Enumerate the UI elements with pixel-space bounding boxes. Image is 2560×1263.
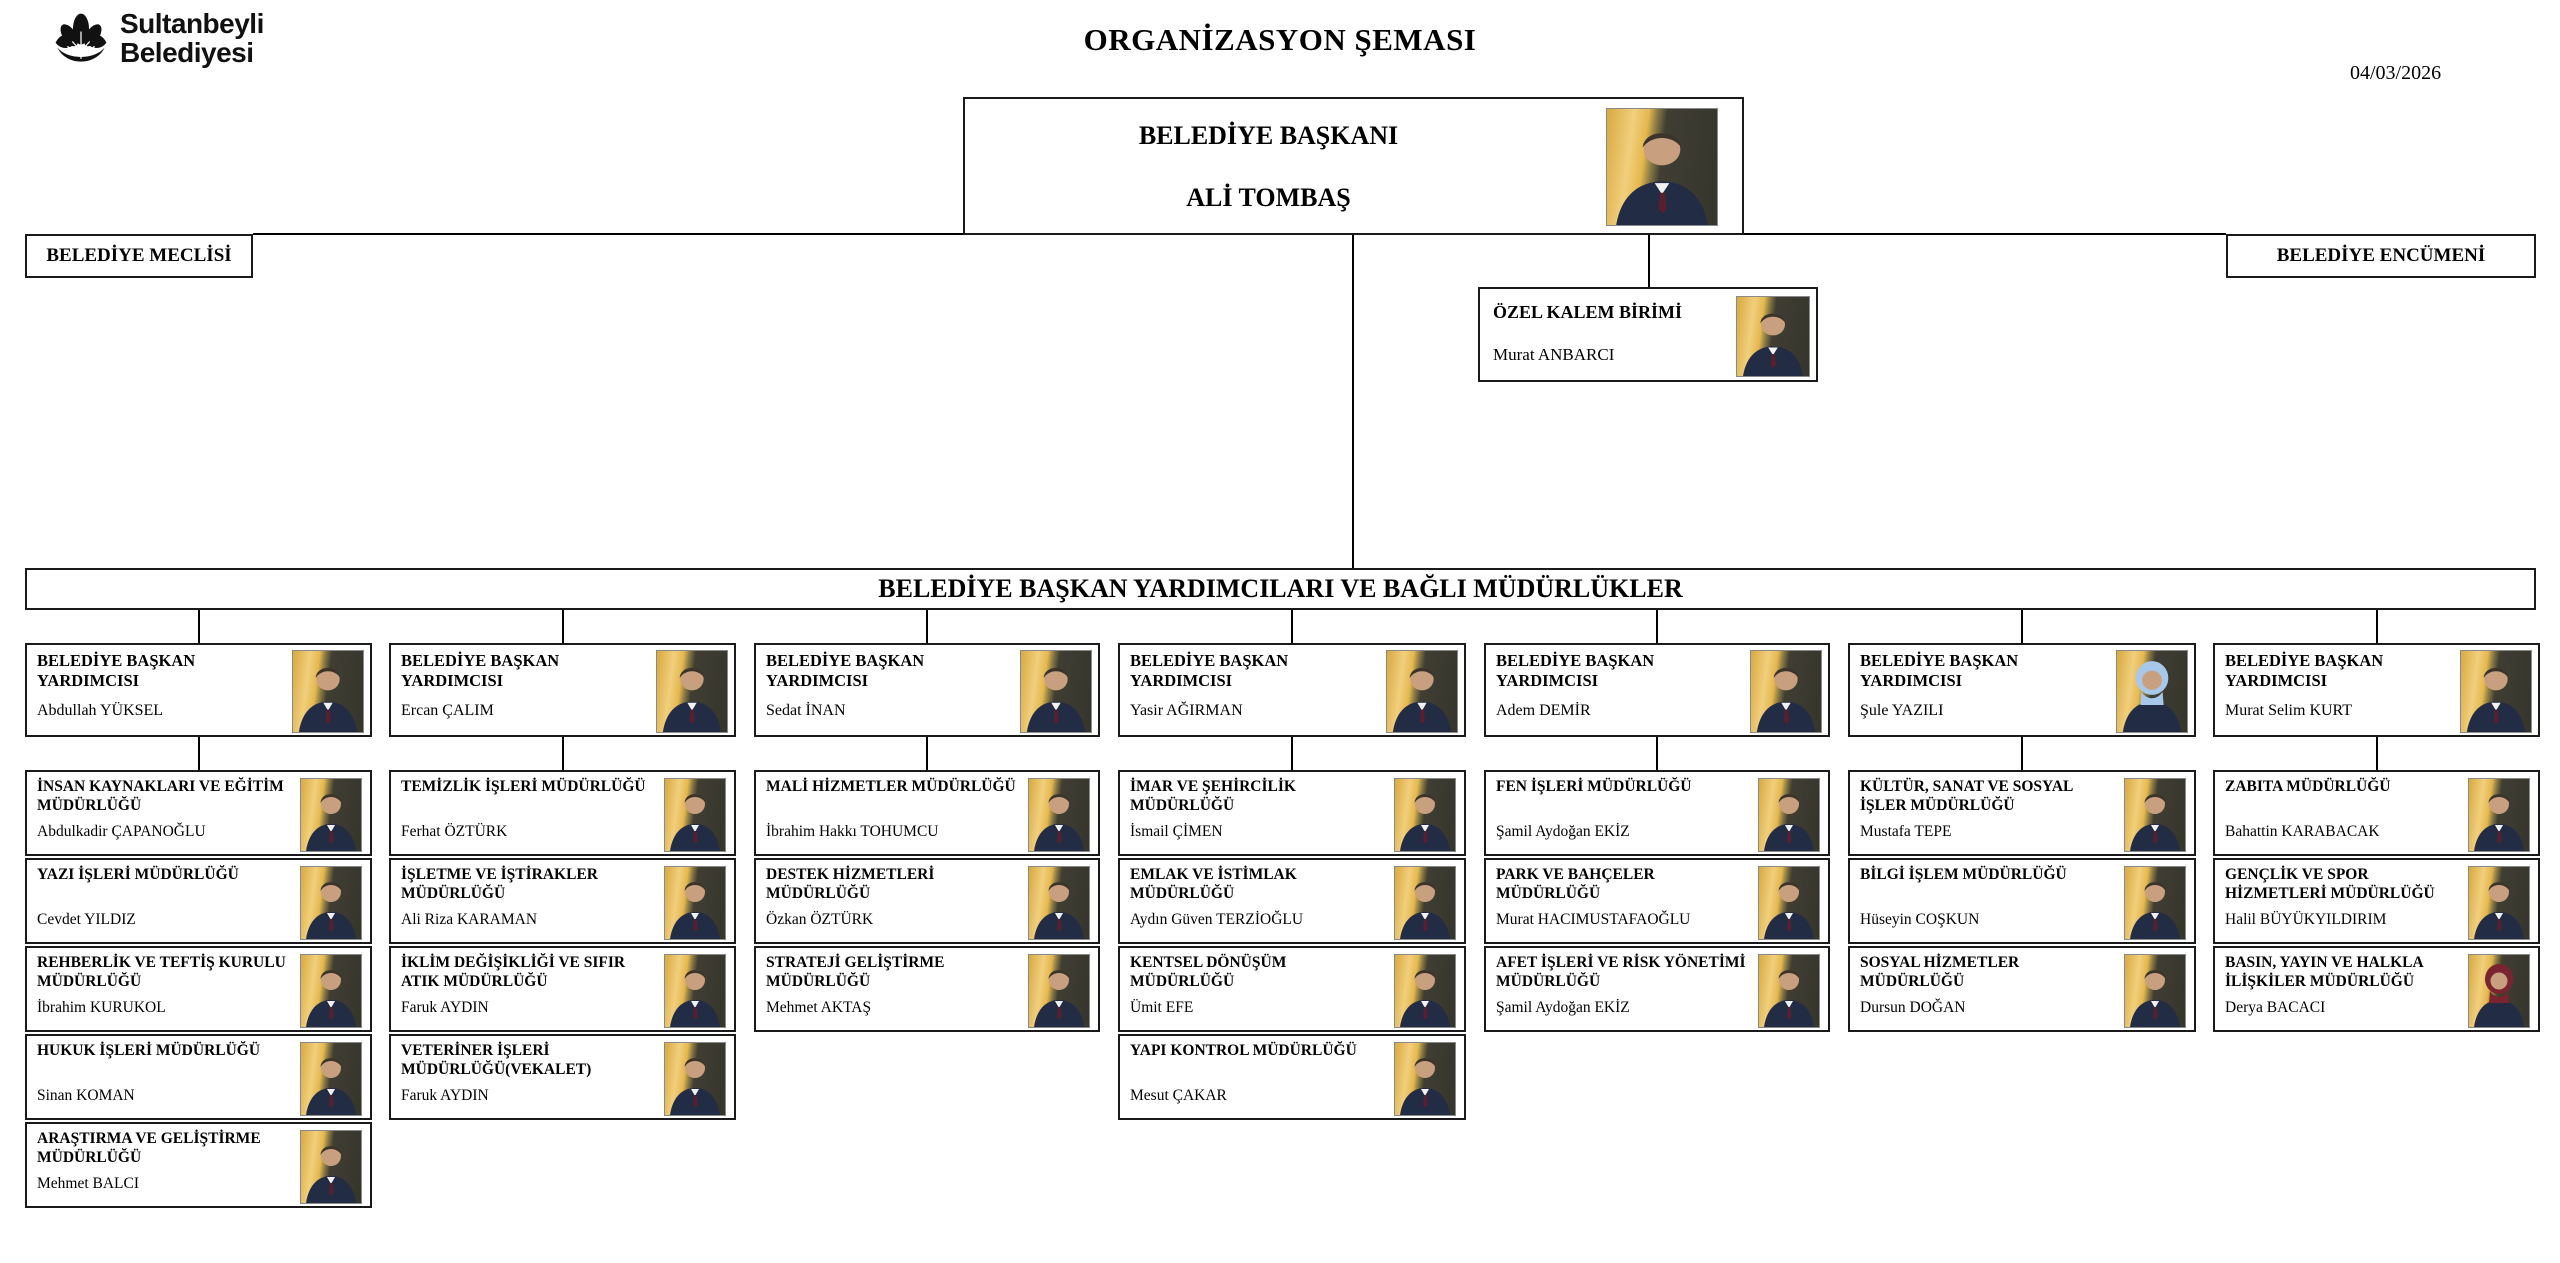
manager-photo	[1028, 954, 1090, 1028]
private-office-box	[1478, 287, 1818, 382]
deputy-title: BELEDİYE BAŞKAN YARDIMCISI	[1860, 651, 2019, 690]
connector-stub-top	[1656, 610, 1658, 643]
deputy-photo	[1750, 650, 1822, 733]
department-title: TEMİZLİK İŞLERİ MÜDÜRLÜĞÜ	[401, 778, 646, 795]
deputy-photo	[1386, 650, 1458, 733]
department-title: BASIN, YAYIN VE HALKLA İLİŞKİLER MÜDÜRLÜĞÜ	[2225, 954, 2423, 990]
department-manager-name: Murat HACIMUSTAFAOĞLU	[1496, 911, 1691, 928]
connector-stub-top	[926, 610, 928, 643]
connector-stub-top	[2021, 610, 2023, 643]
deputy-box	[25, 643, 372, 737]
department-box	[25, 858, 372, 944]
department-box	[754, 858, 1100, 944]
department-box	[389, 858, 736, 944]
department-title: REHBERLİK VE TEFTİŞ KURULU MÜDÜRLÜĞÜ	[37, 954, 286, 990]
department-title: HUKUK İŞLERİ MÜDÜRLÜĞÜ	[37, 1042, 261, 1059]
connector-to-private-office	[1648, 235, 1650, 288]
manager-photo	[1028, 866, 1090, 940]
connector-stub-mid	[1291, 737, 1293, 770]
deputy-box	[1848, 643, 2196, 737]
deputy-name: Sedat İNAN	[766, 702, 846, 719]
connector-stub-top	[1291, 610, 1293, 643]
manager-photo	[664, 866, 726, 940]
department-title: VETERİNER İŞLERİ MÜDÜRLÜĞÜ(VEKALET)	[401, 1042, 592, 1078]
logo-line1: Sultanbeyli	[120, 8, 264, 40]
logo-line2: Belediyesi	[120, 37, 254, 68]
department-manager-name: Mehmet BALCI	[37, 1175, 140, 1192]
deputy-title: BELEDİYE BAŞKAN YARDIMCISI	[2225, 651, 2384, 690]
department-title: KÜLTÜR, SANAT VE SOSYAL İŞLER MÜDÜRLÜĞÜ	[1860, 778, 2073, 814]
department-manager-name: Bahattin KARABACAK	[2225, 823, 2380, 840]
department-stack	[389, 770, 736, 1120]
department-manager-name: İbrahim KURUKOL	[37, 999, 166, 1016]
department-manager-name: Faruk AYDIN	[401, 999, 489, 1016]
page-title: ORGANİZASYON ŞEMASI	[1083, 22, 1477, 57]
department-manager-name: Ümit EFE	[1130, 999, 1194, 1016]
department-box	[1848, 770, 2196, 856]
department-manager-name: Sinan KOMAN	[37, 1087, 135, 1104]
deputy-name: Ercan ÇALIM	[401, 702, 494, 719]
deputy-title: BELEDİYE BAŞKAN YARDIMCISI	[1496, 651, 1655, 690]
department-box	[1118, 1034, 1466, 1120]
department-manager-name: Dursun DOĞAN	[1860, 999, 1966, 1016]
deputy-column	[754, 610, 1100, 1034]
manager-photo	[2468, 866, 2530, 940]
department-box	[2213, 946, 2540, 1032]
deputy-photo	[656, 650, 728, 733]
department-title: GENÇLİK VE SPOR HİZMETLERİ MÜDÜRLÜĞÜ	[2225, 866, 2435, 902]
department-title: ZABITA MÜDÜRLÜĞÜ	[2225, 778, 2391, 795]
deputy-box	[754, 643, 1100, 737]
manager-photo	[1394, 778, 1456, 852]
connector-stub-top	[2376, 610, 2378, 643]
department-stack	[1118, 770, 1466, 1120]
department-manager-name: Hüseyin COŞKUN	[1860, 911, 1980, 928]
connector-mayor-to-bar	[1352, 235, 1354, 568]
private-office-name: Murat ANBARCI	[1493, 345, 1615, 364]
department-box	[25, 1034, 372, 1120]
department-title: BİLGİ İŞLEM MÜDÜRLÜĞÜ	[1860, 866, 2067, 883]
department-title: PARK VE BAHÇELER MÜDÜRLÜĞÜ	[1496, 866, 1655, 902]
department-title: YAPI KONTROL MÜDÜRLÜĞÜ	[1130, 1042, 1357, 1059]
deputy-photo	[2116, 650, 2188, 733]
deputy-title: BELEDİYE BAŞKAN YARDIMCISI	[401, 651, 560, 690]
department-box	[2213, 770, 2540, 856]
department-manager-name: Mustafa TEPE	[1860, 823, 1952, 840]
manager-photo	[300, 1042, 362, 1116]
department-manager-name: Mesut ÇAKAR	[1130, 1087, 1227, 1104]
department-manager-name: Derya BACACI	[2225, 999, 2326, 1016]
connector-stub-mid	[198, 737, 200, 770]
connector-stub-mid	[2021, 737, 2023, 770]
department-title: STRATEJİ GELİŞTİRME MÜDÜRLÜĞÜ	[766, 954, 945, 990]
manager-photo	[664, 954, 726, 1028]
manager-photo	[2124, 778, 2186, 852]
connector-stub-top	[562, 610, 564, 643]
connector-stub-mid	[1656, 737, 1658, 770]
department-stack	[25, 770, 372, 1208]
department-box	[1118, 858, 1466, 944]
manager-photo	[300, 954, 362, 1028]
department-manager-name: Mehmet AKTAŞ	[766, 999, 872, 1016]
council-box: BELEDİYE MECLİSİ	[25, 234, 253, 278]
department-box	[1484, 858, 1830, 944]
deputy-column	[2213, 610, 2540, 1034]
private-office-photo	[1736, 296, 1810, 377]
department-box	[754, 946, 1100, 1032]
department-box	[25, 1122, 372, 1208]
department-box	[1118, 946, 1466, 1032]
manager-photo	[2468, 954, 2530, 1028]
deputy-box	[1484, 643, 1830, 737]
department-stack	[754, 770, 1100, 1032]
department-title: SOSYAL HİZMETLER MÜDÜRLÜĞÜ	[1860, 954, 2020, 990]
department-box	[1848, 946, 2196, 1032]
deputy-photo	[1020, 650, 1092, 733]
department-title: İKLİM DEĞİŞİKLİĞİ VE SIFIR ATIK MÜDÜRLÜĞÜ	[401, 954, 626, 990]
department-title: DESTEK HİZMETLERİ MÜDÜRLÜĞÜ	[766, 866, 935, 902]
department-manager-name: Ferhat ÖZTÜRK	[401, 823, 508, 840]
department-box	[25, 946, 372, 1032]
deputy-title: BELEDİYE BAŞKAN YARDIMCISI	[766, 651, 925, 690]
department-box	[389, 1034, 736, 1120]
deputy-column	[25, 610, 372, 1210]
deputy-name: Murat Selim KURT	[2225, 702, 2353, 719]
deputy-photo	[2460, 650, 2532, 733]
manager-photo	[1394, 954, 1456, 1028]
department-box	[389, 946, 736, 1032]
department-box	[25, 770, 372, 856]
date-label: 04/03/2026	[2350, 62, 2442, 84]
mayor-title: BELEDİYE BAŞKANI	[1138, 121, 1399, 150]
manager-photo	[1758, 778, 1820, 852]
department-title: AFET İŞLERİ VE RİSK YÖNETİMİ MÜDÜRLÜĞÜ	[1496, 954, 1746, 990]
manager-photo	[300, 866, 362, 940]
connector-stub-mid	[2376, 737, 2378, 770]
deputy-name: Şule YAZILI	[1860, 702, 1944, 719]
department-title: İMAR VE ŞEHİRCİLİK MÜDÜRLÜĞÜ	[1130, 778, 1296, 814]
department-title: FEN İŞLERİ MÜDÜRLÜĞÜ	[1496, 778, 1692, 795]
manager-photo	[300, 778, 362, 852]
department-manager-name: Faruk AYDIN	[401, 1087, 489, 1104]
department-box	[389, 770, 736, 856]
deputy-title: BELEDİYE BAŞKAN YARDIMCISI	[37, 651, 196, 690]
department-manager-name: Cevdet YILDIZ	[37, 911, 136, 928]
department-title: İNSAN KAYNAKLARI VE EĞİTİM MÜDÜRLÜĞÜ	[37, 778, 284, 814]
deputy-title: BELEDİYE BAŞKAN YARDIMCISI	[1130, 651, 1289, 690]
department-stack	[1484, 770, 1830, 1032]
deputy-box	[1118, 643, 1466, 737]
deputies-bar: BELEDİYE BAŞKAN YARDIMCILARI VE BAĞLI MÜDÜRLÜKLER	[25, 568, 2536, 610]
manager-photo	[2124, 954, 2186, 1028]
manager-photo	[2124, 866, 2186, 940]
department-manager-name: Halil BÜYÜKYILDIRIM	[2225, 911, 2387, 928]
deputy-column	[1118, 610, 1466, 1122]
department-manager-name: Abdulkadir ÇAPANOĞLU	[37, 823, 206, 840]
department-manager-name: Ali Riza KARAMAN	[401, 911, 538, 928]
manager-photo	[1758, 866, 1820, 940]
deputy-column	[1484, 610, 1830, 1034]
manager-photo	[300, 1130, 362, 1204]
deputy-column	[1848, 610, 2196, 1034]
department-box	[1848, 858, 2196, 944]
mayor-photo	[1606, 108, 1718, 226]
department-title: İŞLETME VE İŞTİRAKLER MÜDÜRLÜĞÜ	[401, 866, 598, 902]
deputy-name: Yasir AĞIRMAN	[1130, 702, 1243, 719]
connector-stub-mid	[562, 737, 564, 770]
deputy-box	[389, 643, 736, 737]
department-manager-name: Aydın Güven TERZİOĞLU	[1130, 911, 1304, 928]
manager-photo	[1758, 954, 1820, 1028]
department-box	[1118, 770, 1466, 856]
department-title: YAZI İŞLERİ MÜDÜRLÜĞÜ	[37, 866, 239, 883]
deputy-column	[389, 610, 736, 1122]
manager-photo	[1394, 1042, 1456, 1116]
department-manager-name: Şamil Aydoğan EKİZ	[1496, 999, 1630, 1016]
deputy-photo	[292, 650, 364, 733]
mayor-name: ALİ TOMBAŞ	[1186, 183, 1351, 212]
department-manager-name: Şamil Aydoğan EKİZ	[1496, 823, 1630, 840]
department-title: MALİ HİZMETLER MÜDÜRLÜĞÜ	[766, 778, 1016, 795]
department-title: EMLAK VE İSTİMLAK MÜDÜRLÜĞÜ	[1130, 866, 1297, 902]
department-title: KENTSEL DÖNÜŞÜM MÜDÜRLÜĞÜ	[1130, 954, 1287, 990]
deputy-name: Abdullah YÜKSEL	[37, 702, 164, 719]
committee-box: BELEDİYE ENCÜMENİ	[2226, 234, 2536, 278]
connector-stub-mid	[926, 737, 928, 770]
deputy-name: Adem DEMİR	[1496, 702, 1591, 719]
mayor-box	[963, 97, 1744, 235]
department-box	[2213, 858, 2540, 944]
department-manager-name: İsmail ÇİMEN	[1130, 823, 1223, 840]
department-manager-name: Özkan ÖZTÜRK	[766, 911, 874, 928]
manager-photo	[1028, 778, 1090, 852]
manager-photo	[2468, 778, 2530, 852]
connector-stub-top	[198, 610, 200, 643]
department-title: ARAŞTIRMA VE GELİŞTİRME MÜDÜRLÜĞÜ	[37, 1130, 261, 1166]
department-manager-name: İbrahim Hakkı TOHUMCU	[766, 823, 939, 840]
department-box	[754, 770, 1100, 856]
manager-photo	[664, 1042, 726, 1116]
private-office-title: ÖZEL KALEM BİRİMİ	[1493, 302, 1683, 322]
department-box	[1484, 770, 1830, 856]
manager-photo	[1394, 866, 1456, 940]
deputy-box	[2213, 643, 2540, 737]
department-stack	[1848, 770, 2196, 1032]
department-box	[1484, 946, 1830, 1032]
department-stack	[2213, 770, 2540, 1032]
manager-photo	[664, 778, 726, 852]
